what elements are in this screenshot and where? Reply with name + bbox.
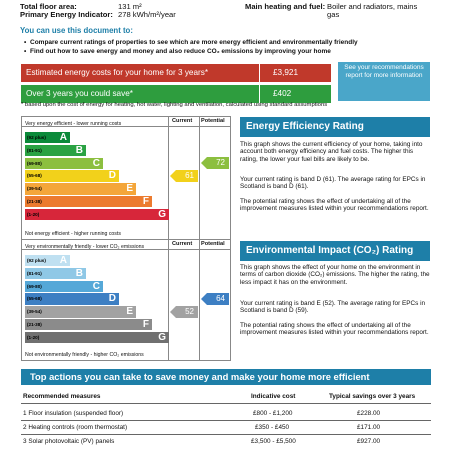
band-letter: E (126, 306, 133, 318)
efficiency-rating-heading: Energy Efficiency Rating (240, 117, 430, 137)
rating-band (25, 183, 136, 194)
use-list-item: • Find out how to save energy and money and also reduce CO₂ emissions by improving your home (24, 48, 331, 55)
environmental-impact-chart (21, 239, 231, 361)
rating-band (25, 293, 119, 304)
band-letter: F (142, 196, 149, 207)
rating-value: 52 (185, 306, 194, 316)
saving-cell: £927.00 (357, 438, 381, 445)
rating-band (25, 209, 169, 220)
eir-bottom-caption: Not environmentally friendly - higher CO₂ emissions (25, 352, 144, 358)
primary-energy-label: Primary Energy Indicator: (20, 10, 113, 19)
band-letter: E (126, 183, 133, 195)
table-row (21, 435, 431, 449)
heating-row (245, 3, 431, 18)
eer-current-header: Current (172, 118, 193, 124)
cost-cell: £800 - £1,200 (253, 410, 293, 417)
rating-band (25, 255, 70, 266)
band-letter: C (92, 157, 100, 169)
band-letter: G (158, 208, 166, 220)
efficiency-paragraph-1: This graph shows the current efficiency of your home, taking into account both energy efficiency and fuel costs. The higher this rating, the lower your fuel bills are likely to be. (240, 141, 423, 163)
band-range: (21-38) (27, 199, 42, 204)
saving-cell: £228.00 (357, 410, 381, 417)
impact-rating-heading: Environmental Impact (CO₂) Rating (240, 241, 430, 261)
col-measures-header: Recommended measures (23, 393, 101, 400)
estimated-costs-row (21, 64, 331, 82)
rating-band (25, 332, 169, 343)
band-range: (39-54) (27, 309, 42, 315)
property-summary (0, 0, 450, 23)
primary-energy-value: 278 kWh/m²/year (118, 10, 176, 19)
eir-potential-arrow (201, 293, 229, 305)
saving-cell: £171.00 (357, 424, 381, 431)
band-letter: D (108, 293, 116, 305)
band-letter: B (75, 267, 83, 279)
top-actions-heading: Top actions you can take to save money and make your home more efficient (21, 369, 431, 385)
use-list-item-text: Compare current ratings of properties to see which are more energy efficient and environmentally friendly (30, 39, 358, 46)
eer-current-arrow (170, 170, 198, 182)
eer-top-caption: Very energy efficient - lower running costs (25, 121, 122, 127)
rating-value: 72 (216, 158, 225, 168)
col-savings-header: Typical savings over 3 years (329, 393, 416, 400)
band-letter: C (92, 280, 100, 292)
recommendations-report-box: See your recommendations report for more information (338, 62, 430, 101)
heating-value: Boiler and radiators, mains gas (327, 2, 418, 19)
table-row (21, 421, 431, 435)
band-range: (39-54) (27, 186, 42, 192)
potential-saving-row (21, 85, 331, 103)
band-range: (92 plus) (27, 135, 46, 140)
measure-cell: 2 Heating controls (room thermostat) (23, 424, 128, 431)
potential-saving-value: £402 (273, 89, 292, 98)
table-row (21, 407, 431, 421)
floor-area-label: Total floor area: (20, 2, 77, 11)
rating-band (25, 196, 152, 207)
band-letter: G (158, 331, 166, 343)
band-range: (69-80) (27, 160, 42, 166)
cost-footnote: * based upon the cost of energy for heating, hot water, lighting and ventilation, calculated using standard assumptions (21, 102, 328, 108)
band-letter: F (142, 319, 149, 330)
impact-paragraph-1: This graph shows the effect of your home on the environment in terms of carbon dioxide (CO₂) emissions. The higher the rating, the less impact it has on the environment. (240, 264, 430, 286)
rating-band (25, 319, 152, 330)
primary-energy-row (20, 11, 176, 19)
heating-label: Main heating and fuel: (245, 2, 326, 11)
energy-efficiency-chart (21, 116, 231, 240)
band-range: (81-91) (27, 147, 42, 153)
rating-value: 61 (185, 170, 194, 180)
band-letter: A (59, 132, 67, 143)
rating-band (25, 281, 103, 292)
band-range: (81-91) (27, 270, 42, 276)
efficiency-paragraph-2: Your current rating is band D (61). The average rating for EPCs in Scotland is band D (61). (240, 176, 426, 191)
band-range: (55-68) (27, 296, 42, 302)
band-letter: A (59, 255, 67, 266)
cost-cell: £350 - £450 (255, 424, 290, 431)
potential-saving-label: Over 3 years you could save* (26, 89, 133, 98)
measure-cell: 1 Floor insulation (suspended floor) (23, 410, 124, 417)
impact-paragraph-3: The potential rating shows the effect of undertaking all of the improvement measures listed within your recommendations report. (240, 322, 429, 337)
rating-band (25, 132, 70, 143)
efficiency-paragraph-3: The potential rating shows the effect of undertaking all of the improvement measures listed within your recommendations report. (240, 198, 429, 213)
band-letter: B (75, 144, 83, 156)
eir-current-arrow (170, 306, 198, 318)
floor-area-value: 131 m² (118, 2, 142, 11)
col-cost-header: Indicative cost (251, 393, 296, 400)
rating-band (25, 306, 136, 317)
eer-potential-arrow (201, 157, 229, 169)
eer-potential-header: Potential (201, 118, 225, 124)
impact-paragraph-2: Your current rating is band E (52). The average rating for EPCs in Scotland is band D (59). (240, 300, 426, 315)
use-list-item: • Compare current ratings of properties to see which are more energy efficient and environmentally friendly (24, 39, 358, 46)
rating-band (25, 268, 86, 279)
band-range: (1-20) (27, 211, 40, 217)
measure-cell: 3 Solar photovoltaic (PV) panels (23, 438, 115, 445)
eer-bottom-caption: Not energy efficient - higher running costs (25, 231, 121, 237)
band-range: (1-20) (27, 334, 40, 340)
cost-cell: £3,500 - £5,500 (251, 438, 296, 445)
band-range: (92 plus) (27, 258, 46, 263)
band-range: (55-68) (27, 173, 42, 179)
use-document-list (24, 38, 358, 56)
eir-current-header: Current (172, 241, 193, 247)
rating-value: 64 (216, 293, 225, 303)
estimated-costs-label: Estimated energy costs for your home for 3 years* (26, 68, 209, 77)
actions-table-header (21, 390, 431, 404)
eir-potential-header: Potential (201, 241, 225, 247)
eir-top-caption: Very environmentally friendly - lower CO₂ emissions (25, 244, 145, 250)
band-letter: D (108, 170, 116, 182)
cost-summary (21, 62, 331, 104)
rating-band (25, 158, 103, 169)
use-document-title: You can use this document to: (20, 26, 133, 35)
estimated-costs-value: £3,921 (273, 68, 299, 77)
band-range: (21-38) (27, 322, 42, 327)
use-list-item-text: Find out how to save energy and money and also reduce CO₂ emissions by improving your home (30, 48, 331, 55)
rating-band (25, 145, 86, 156)
rating-band (25, 170, 119, 181)
band-range: (69-80) (27, 283, 42, 289)
